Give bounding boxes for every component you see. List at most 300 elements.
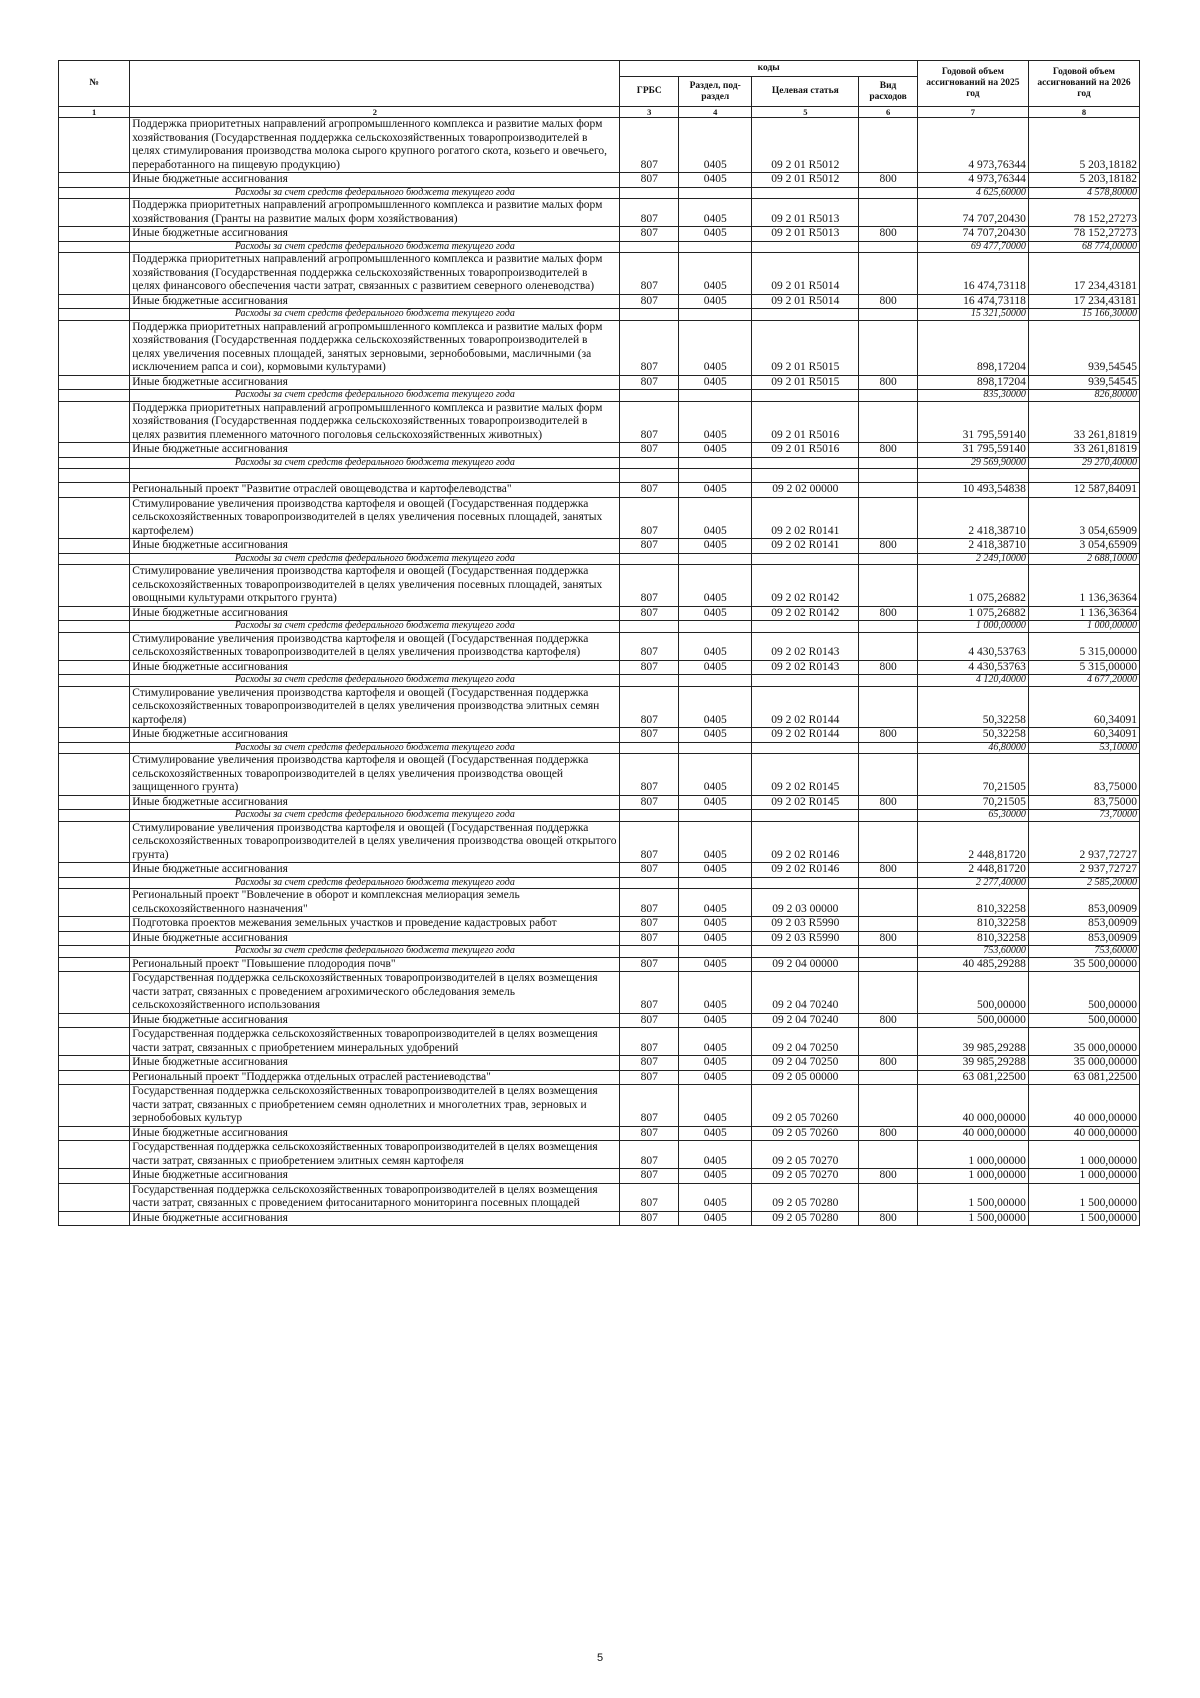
federal-budget-row bbox=[59, 742, 1140, 754]
row-number-cell bbox=[59, 754, 130, 796]
table-row bbox=[59, 889, 1140, 917]
volume-2025-cell: 500,00000 bbox=[917, 972, 1028, 1014]
table-row bbox=[59, 1085, 1140, 1127]
row-number-cell bbox=[59, 972, 130, 1014]
volume-2026-cell: 35 000,00000 bbox=[1028, 1028, 1139, 1056]
header-volume-2026: Годовой объем ассигнований на 2026 год bbox=[1028, 61, 1139, 107]
volume-2026-cell: 853,00909 bbox=[1028, 889, 1139, 917]
row-number-cell bbox=[59, 675, 130, 687]
volume-2026-cell: 1 136,36364 bbox=[1028, 565, 1139, 607]
volume-2025-cell: 15 321,50000 bbox=[917, 309, 1028, 321]
razdel-cell: 0405 bbox=[679, 660, 752, 675]
razdel-cell: 0405 bbox=[679, 1070, 752, 1085]
grbs-cell: 807 bbox=[620, 957, 679, 972]
volume-2025-cell: 1 000,00000 bbox=[917, 621, 1028, 633]
row-name-cell: Поддержка приоритетных направлений агропромышленного комплекса и развитие малых форм хозяйствования (Государственная поддержка сельскохозяйственных товаропроизводителей в целях финансового обеспечения части затрат, связанных с развитием северного оленеводства) bbox=[130, 253, 620, 295]
header-name bbox=[130, 61, 620, 107]
column-number: 4 bbox=[679, 107, 752, 118]
grbs-cell: 807 bbox=[620, 1056, 679, 1071]
vid-cell bbox=[859, 309, 918, 321]
article-cell bbox=[752, 241, 859, 253]
row-name-cell: Расходы за счет средств федерального бюджета текущего года bbox=[130, 457, 620, 469]
row-number-cell bbox=[59, 1211, 130, 1226]
grbs-cell: 807 bbox=[620, 931, 679, 946]
table-row bbox=[59, 917, 1140, 932]
grbs-cell bbox=[620, 877, 679, 889]
grbs-cell: 807 bbox=[620, 821, 679, 863]
article-cell bbox=[752, 946, 859, 958]
row-number-cell bbox=[59, 728, 130, 743]
volume-2026-cell: 500,00000 bbox=[1028, 1013, 1139, 1028]
vid-cell: 800 bbox=[859, 728, 918, 743]
volume-2025-cell: 46,80000 bbox=[917, 742, 1028, 754]
vid-cell bbox=[859, 821, 918, 863]
row-number-cell bbox=[59, 1141, 130, 1169]
table-row bbox=[59, 401, 1140, 443]
article-cell: 09 2 05 70280 bbox=[752, 1183, 859, 1211]
row-number-cell bbox=[59, 241, 130, 253]
volume-2025-cell: 2 418,38710 bbox=[917, 497, 1028, 539]
vid-cell: 800 bbox=[859, 1126, 918, 1141]
volume-2026-cell: 5 203,18182 bbox=[1028, 118, 1139, 173]
table-row bbox=[59, 972, 1140, 1014]
column-number: 1 bbox=[59, 107, 130, 118]
grbs-cell: 807 bbox=[620, 1126, 679, 1141]
table-row bbox=[59, 1169, 1140, 1184]
volume-2026-cell: 83,75000 bbox=[1028, 795, 1139, 810]
row-name-cell: Иные бюджетные ассигнования bbox=[130, 375, 620, 390]
grbs-cell: 807 bbox=[620, 320, 679, 375]
volume-2025-cell: 69 477,70000 bbox=[917, 241, 1028, 253]
volume-2025-cell: 39 985,29288 bbox=[917, 1056, 1028, 1071]
federal-budget-row bbox=[59, 390, 1140, 402]
row-number-cell bbox=[59, 1070, 130, 1085]
federal-budget-row bbox=[59, 241, 1140, 253]
volume-2026-cell: 83,75000 bbox=[1028, 754, 1139, 796]
volume-2026-cell: 500,00000 bbox=[1028, 972, 1139, 1014]
row-name-cell: Региональный проект "Поддержка отдельных отраслей растениеводства" bbox=[130, 1070, 620, 1085]
table-row bbox=[59, 1056, 1140, 1071]
row-name-cell: Поддержка приоритетных направлений агропромышленного комплекса и развитие малых форм хозяйствования (Гранты на развитие малых форм хозяйствования) bbox=[130, 199, 620, 227]
article-cell: 09 2 04 70250 bbox=[752, 1028, 859, 1056]
grbs-cell: 807 bbox=[620, 632, 679, 660]
header-volume-2025: Годовой объем ассигнований на 2025 год bbox=[917, 61, 1028, 107]
article-cell: 09 2 02 00000 bbox=[752, 483, 859, 498]
row-number-cell bbox=[59, 632, 130, 660]
row-number-cell bbox=[59, 877, 130, 889]
volume-2025-cell: 2 448,81720 bbox=[917, 863, 1028, 878]
razdel-cell: 0405 bbox=[679, 401, 752, 443]
volume-2025-cell: 4 430,53763 bbox=[917, 660, 1028, 675]
grbs-cell: 807 bbox=[620, 606, 679, 621]
row-name-cell: Стимулирование увеличения производства картофеля и овощей (Государственная поддержка сельскохозяйственных товаропроизводителей в целях увеличения производства картофеля) bbox=[130, 632, 620, 660]
vid-cell: 800 bbox=[859, 1169, 918, 1184]
volume-2025-cell: 1 000,00000 bbox=[917, 1141, 1028, 1169]
row-name-cell: Подготовка проектов межевания земельных участков и проведение кадастровых работ bbox=[130, 917, 620, 932]
grbs-cell bbox=[620, 241, 679, 253]
razdel-cell: 0405 bbox=[679, 863, 752, 878]
volume-2026-cell: 15 166,30000 bbox=[1028, 309, 1139, 321]
row-name-cell: Иные бюджетные ассигнования bbox=[130, 173, 620, 188]
vid-cell bbox=[859, 469, 918, 483]
razdel-cell bbox=[679, 390, 752, 402]
vid-cell bbox=[859, 946, 918, 958]
article-cell: 09 2 01 R5013 bbox=[752, 227, 859, 242]
grbs-cell: 807 bbox=[620, 754, 679, 796]
row-name-cell bbox=[130, 469, 620, 483]
razdel-cell: 0405 bbox=[679, 1141, 752, 1169]
volume-2025-cell: 63 081,22500 bbox=[917, 1070, 1028, 1085]
article-cell: 09 2 05 70270 bbox=[752, 1169, 859, 1184]
row-name-cell: Иные бюджетные ассигнования bbox=[130, 539, 620, 554]
razdel-cell: 0405 bbox=[679, 443, 752, 458]
column-number: 6 bbox=[859, 107, 918, 118]
row-name-cell: Иные бюджетные ассигнования bbox=[130, 606, 620, 621]
table-row bbox=[59, 1141, 1140, 1169]
volume-2025-cell: 70,21505 bbox=[917, 795, 1028, 810]
volume-2026-cell: 2 937,72727 bbox=[1028, 863, 1139, 878]
article-cell: 09 2 01 R5016 bbox=[752, 443, 859, 458]
razdel-cell: 0405 bbox=[679, 686, 752, 728]
vid-cell: 800 bbox=[859, 863, 918, 878]
row-name-cell: Стимулирование увеличения производства картофеля и овощей (Государственная поддержка сельскохозяйственных товаропроизводителей в целях увеличения посевных площадей, занятых картофелем) bbox=[130, 497, 620, 539]
article-cell bbox=[752, 877, 859, 889]
razdel-cell: 0405 bbox=[679, 632, 752, 660]
volume-2026-cell: 5 203,18182 bbox=[1028, 173, 1139, 188]
grbs-cell: 807 bbox=[620, 443, 679, 458]
vid-cell bbox=[859, 742, 918, 754]
volume-2026-cell: 40 000,00000 bbox=[1028, 1126, 1139, 1141]
row-number-cell bbox=[59, 173, 130, 188]
row-name-cell: Стимулирование увеличения производства картофеля и овощей (Государственная поддержка сельскохозяйственных товаропроизводителей в целях увеличения производства элитных семян картофеля) bbox=[130, 686, 620, 728]
grbs-cell: 807 bbox=[620, 497, 679, 539]
volume-2025-cell: 2 448,81720 bbox=[917, 821, 1028, 863]
grbs-cell: 807 bbox=[620, 972, 679, 1014]
vid-cell bbox=[859, 889, 918, 917]
vid-cell bbox=[859, 118, 918, 173]
article-cell: 09 2 02 R0142 bbox=[752, 565, 859, 607]
row-number-cell bbox=[59, 621, 130, 633]
volume-2026-cell: 1 000,00000 bbox=[1028, 621, 1139, 633]
table-row bbox=[59, 375, 1140, 390]
column-number: 8 bbox=[1028, 107, 1139, 118]
table-row bbox=[59, 565, 1140, 607]
vid-cell: 800 bbox=[859, 1013, 918, 1028]
grbs-cell: 807 bbox=[620, 253, 679, 295]
volume-2025-cell: 4 430,53763 bbox=[917, 632, 1028, 660]
row-number-cell bbox=[59, 497, 130, 539]
row-name-cell: Стимулирование увеличения производства картофеля и овощей (Государственная поддержка сельскохозяйственных товаропроизводителей в целях увеличения производства овощей открытого грунта) bbox=[130, 821, 620, 863]
vid-cell bbox=[859, 565, 918, 607]
table-row bbox=[59, 253, 1140, 295]
vid-cell bbox=[859, 675, 918, 687]
row-number-cell bbox=[59, 294, 130, 309]
row-name-cell: Иные бюджетные ассигнования bbox=[130, 795, 620, 810]
header-num: № bbox=[59, 61, 130, 107]
row-number-cell bbox=[59, 253, 130, 295]
razdel-cell: 0405 bbox=[679, 1126, 752, 1141]
row-name-cell: Расходы за счет средств федерального бюджета текущего года bbox=[130, 309, 620, 321]
grbs-cell: 807 bbox=[620, 917, 679, 932]
article-cell: 09 2 02 R0142 bbox=[752, 606, 859, 621]
razdel-cell: 0405 bbox=[679, 375, 752, 390]
row-number-cell bbox=[59, 443, 130, 458]
volume-2025-cell: 31 795,59140 bbox=[917, 443, 1028, 458]
table-row bbox=[59, 1070, 1140, 1085]
row-name-cell: Поддержка приоритетных направлений агропромышленного комплекса и развитие малых форм хозяйствования (Государственная поддержка сельскохозяйственных товаропроизводителей в целях увеличения посевных площадей, занятых зерновыми, зернобобовыми, масличными (за исключением рапса и сои), кормовыми культурами) bbox=[130, 320, 620, 375]
grbs-cell: 807 bbox=[620, 227, 679, 242]
grbs-cell: 807 bbox=[620, 795, 679, 810]
volume-2026-cell: 939,54545 bbox=[1028, 375, 1139, 390]
row-name-cell: Поддержка приоритетных направлений агропромышленного комплекса и развитие малых форм хозяйствования (Государственная поддержка сельскохозяйственных товаропроизводителей в целях развития племенного маточного поголовья сельскохозяйственных животных) bbox=[130, 401, 620, 443]
grbs-cell: 807 bbox=[620, 173, 679, 188]
table-row bbox=[59, 821, 1140, 863]
row-number-cell bbox=[59, 227, 130, 242]
table-row bbox=[59, 1028, 1140, 1056]
vid-cell: 800 bbox=[859, 375, 918, 390]
article-cell: 09 2 02 R0145 bbox=[752, 754, 859, 796]
article-cell bbox=[752, 309, 859, 321]
grbs-cell: 807 bbox=[620, 728, 679, 743]
row-number-cell bbox=[59, 457, 130, 469]
article-cell bbox=[752, 621, 859, 633]
grbs-cell: 807 bbox=[620, 1211, 679, 1226]
row-name-cell: Иные бюджетные ассигнования bbox=[130, 728, 620, 743]
table-row bbox=[59, 931, 1140, 946]
column-number: 3 bbox=[620, 107, 679, 118]
razdel-cell: 0405 bbox=[679, 227, 752, 242]
vid-cell: 800 bbox=[859, 660, 918, 675]
vid-cell bbox=[859, 972, 918, 1014]
row-number-cell bbox=[59, 742, 130, 754]
article-cell: 09 2 02 R0143 bbox=[752, 632, 859, 660]
table-row bbox=[59, 443, 1140, 458]
row-number-cell bbox=[59, 390, 130, 402]
grbs-cell bbox=[620, 553, 679, 565]
volume-2025-cell: 4 625,60000 bbox=[917, 187, 1028, 199]
article-cell: 09 2 05 00000 bbox=[752, 1070, 859, 1085]
razdel-cell: 0405 bbox=[679, 795, 752, 810]
row-name-cell: Иные бюджетные ассигнования bbox=[130, 1056, 620, 1071]
volume-2025-cell: 40 000,00000 bbox=[917, 1085, 1028, 1127]
table-row bbox=[59, 795, 1140, 810]
vid-cell: 800 bbox=[859, 443, 918, 458]
vid-cell bbox=[859, 553, 918, 565]
row-number-cell bbox=[59, 821, 130, 863]
volume-2026-cell: 12 587,84091 bbox=[1028, 483, 1139, 498]
volume-2025-cell: 835,30000 bbox=[917, 390, 1028, 402]
row-name-cell: Стимулирование увеличения производства картофеля и овощей (Государственная поддержка сельскохозяйственных товаропроизводителей в целях увеличения производства овощей защищенного грунта) bbox=[130, 754, 620, 796]
vid-cell bbox=[859, 810, 918, 822]
grbs-cell bbox=[620, 390, 679, 402]
federal-budget-row bbox=[59, 309, 1140, 321]
grbs-cell: 807 bbox=[620, 1085, 679, 1127]
razdel-cell bbox=[679, 675, 752, 687]
grbs-cell: 807 bbox=[620, 118, 679, 173]
volume-2026-cell: 53,10000 bbox=[1028, 742, 1139, 754]
vid-cell bbox=[859, 483, 918, 498]
row-number-cell bbox=[59, 606, 130, 621]
article-cell: 09 2 01 R5016 bbox=[752, 401, 859, 443]
row-name-cell: Государственная поддержка сельскохозяйственных товаропроизводителей в целях возмещения части затрат, связанных с проведением агрохимического обследования земель сельскохозяйственного использования bbox=[130, 972, 620, 1014]
row-name-cell: Поддержка приоритетных направлений агропромышленного комплекса и развитие малых форм хозяйствования (Государственная поддержка сельскохозяйственных товаропроизводителей в целях стимулирования производства молока сырого крупного рогатого скота, козьего и овечьего, переработанного на пищевую продукцию) bbox=[130, 118, 620, 173]
vid-cell: 800 bbox=[859, 173, 918, 188]
table-row bbox=[59, 1211, 1140, 1226]
volume-2026-cell: 2 937,72727 bbox=[1028, 821, 1139, 863]
volume-2026-cell: 35 000,00000 bbox=[1028, 1056, 1139, 1071]
vid-cell: 800 bbox=[859, 1056, 918, 1071]
article-cell: 09 2 01 R5012 bbox=[752, 173, 859, 188]
grbs-cell: 807 bbox=[620, 483, 679, 498]
table-row bbox=[59, 320, 1140, 375]
volume-2025-cell: 16 474,73118 bbox=[917, 253, 1028, 295]
table-row bbox=[59, 539, 1140, 554]
volume-2025-cell: 500,00000 bbox=[917, 1013, 1028, 1028]
header-grbs: ГРБС bbox=[620, 77, 679, 107]
grbs-cell bbox=[620, 309, 679, 321]
article-cell: 09 2 02 R0141 bbox=[752, 497, 859, 539]
row-name-cell: Региональный проект "Развитие отраслей овощеводства и картофелеводства" bbox=[130, 483, 620, 498]
vid-cell: 800 bbox=[859, 294, 918, 309]
razdel-cell bbox=[679, 241, 752, 253]
vid-cell bbox=[859, 1141, 918, 1169]
volume-2026-cell: 2 585,20000 bbox=[1028, 877, 1139, 889]
article-cell: 09 2 02 R0141 bbox=[752, 539, 859, 554]
table-row bbox=[59, 1126, 1140, 1141]
razdel-cell bbox=[679, 309, 752, 321]
row-name-cell: Расходы за счет средств федерального бюджета текущего года bbox=[130, 390, 620, 402]
article-cell: 09 2 01 R5015 bbox=[752, 320, 859, 375]
volume-2026-cell: 73,70000 bbox=[1028, 810, 1139, 822]
row-number-cell bbox=[59, 686, 130, 728]
razdel-cell: 0405 bbox=[679, 1169, 752, 1184]
budget-table bbox=[58, 60, 1140, 1226]
razdel-cell: 0405 bbox=[679, 294, 752, 309]
row-name-cell: Государственная поддержка сельскохозяйственных товаропроизводителей в целях возмещения части затрат, связанных с приобретением семян однолетних и многолетних трав, зерновых и зернобобовых культур bbox=[130, 1085, 620, 1127]
article-cell: 09 2 03 00000 bbox=[752, 889, 859, 917]
row-name-cell: Расходы за счет средств федерального бюджета текущего года bbox=[130, 621, 620, 633]
razdel-cell: 0405 bbox=[679, 483, 752, 498]
article-cell bbox=[752, 187, 859, 199]
grbs-cell bbox=[620, 810, 679, 822]
article-cell: 09 2 01 R5013 bbox=[752, 199, 859, 227]
row-number-cell bbox=[59, 795, 130, 810]
razdel-cell bbox=[679, 457, 752, 469]
vid-cell: 800 bbox=[859, 795, 918, 810]
row-number-cell bbox=[59, 309, 130, 321]
volume-2025-cell bbox=[917, 469, 1028, 483]
volume-2025-cell: 40 000,00000 bbox=[917, 1126, 1028, 1141]
volume-2025-cell: 10 493,54838 bbox=[917, 483, 1028, 498]
table-row bbox=[59, 1013, 1140, 1028]
volume-2026-cell: 1 136,36364 bbox=[1028, 606, 1139, 621]
razdel-cell: 0405 bbox=[679, 972, 752, 1014]
grbs-cell bbox=[620, 457, 679, 469]
vid-cell bbox=[859, 1070, 918, 1085]
volume-2025-cell: 74 707,20430 bbox=[917, 227, 1028, 242]
row-number-cell bbox=[59, 863, 130, 878]
razdel-cell: 0405 bbox=[679, 320, 752, 375]
volume-2026-cell: 4 578,80000 bbox=[1028, 187, 1139, 199]
grbs-cell: 807 bbox=[620, 401, 679, 443]
vid-cell bbox=[859, 241, 918, 253]
volume-2026-cell: 78 152,27273 bbox=[1028, 227, 1139, 242]
razdel-cell: 0405 bbox=[679, 821, 752, 863]
article-cell: 09 2 02 R0146 bbox=[752, 863, 859, 878]
federal-budget-row bbox=[59, 810, 1140, 822]
razdel-cell: 0405 bbox=[679, 931, 752, 946]
volume-2026-cell: 5 315,00000 bbox=[1028, 632, 1139, 660]
table-body bbox=[59, 118, 1140, 1226]
table-row bbox=[59, 606, 1140, 621]
volume-2026-cell: 78 152,27273 bbox=[1028, 199, 1139, 227]
volume-2026-cell: 17 234,43181 bbox=[1028, 294, 1139, 309]
article-cell bbox=[752, 810, 859, 822]
row-name-cell: Иные бюджетные ассигнования bbox=[130, 443, 620, 458]
row-name-cell: Иные бюджетные ассигнования bbox=[130, 1211, 620, 1226]
row-name-cell: Иные бюджетные ассигнования bbox=[130, 1013, 620, 1028]
table-row bbox=[59, 173, 1140, 188]
grbs-cell: 807 bbox=[620, 1070, 679, 1085]
row-number-cell bbox=[59, 660, 130, 675]
volume-2026-cell bbox=[1028, 469, 1139, 483]
volume-2026-cell: 1 000,00000 bbox=[1028, 1141, 1139, 1169]
volume-2026-cell: 68 774,00000 bbox=[1028, 241, 1139, 253]
article-cell: 09 2 03 R5990 bbox=[752, 931, 859, 946]
federal-budget-row bbox=[59, 621, 1140, 633]
grbs-cell: 807 bbox=[620, 294, 679, 309]
header-codes: коды bbox=[620, 61, 917, 77]
razdel-cell bbox=[679, 187, 752, 199]
volume-2025-cell: 50,32258 bbox=[917, 728, 1028, 743]
article-cell bbox=[752, 469, 859, 483]
volume-2025-cell: 2 418,38710 bbox=[917, 539, 1028, 554]
volume-2026-cell: 63 081,22500 bbox=[1028, 1070, 1139, 1085]
vid-cell bbox=[859, 457, 918, 469]
razdel-cell: 0405 bbox=[679, 173, 752, 188]
razdel-cell bbox=[679, 553, 752, 565]
razdel-cell: 0405 bbox=[679, 1013, 752, 1028]
razdel-cell: 0405 bbox=[679, 889, 752, 917]
grbs-cell bbox=[620, 621, 679, 633]
row-name-cell: Иные бюджетные ассигнования bbox=[130, 294, 620, 309]
vid-cell bbox=[859, 497, 918, 539]
vid-cell bbox=[859, 253, 918, 295]
row-name-cell: Иные бюджетные ассигнования bbox=[130, 1169, 620, 1184]
row-number-cell bbox=[59, 1028, 130, 1056]
razdel-cell: 0405 bbox=[679, 565, 752, 607]
article-cell: 09 2 04 70250 bbox=[752, 1056, 859, 1071]
vid-cell bbox=[859, 877, 918, 889]
vid-cell: 800 bbox=[859, 1211, 918, 1226]
grbs-cell: 807 bbox=[620, 889, 679, 917]
table-row bbox=[59, 754, 1140, 796]
article-cell: 09 2 01 R5015 bbox=[752, 375, 859, 390]
article-cell bbox=[752, 675, 859, 687]
federal-budget-row bbox=[59, 877, 1140, 889]
row-name-cell: Расходы за счет средств федерального бюджета текущего года bbox=[130, 675, 620, 687]
razdel-cell: 0405 bbox=[679, 917, 752, 932]
volume-2025-cell: 1 075,26882 bbox=[917, 565, 1028, 607]
row-number-cell bbox=[59, 889, 130, 917]
table-row bbox=[59, 1183, 1140, 1211]
volume-2026-cell: 3 054,65909 bbox=[1028, 539, 1139, 554]
row-number-cell bbox=[59, 401, 130, 443]
vid-cell bbox=[859, 621, 918, 633]
row-number-cell bbox=[59, 957, 130, 972]
article-cell: 09 2 02 R0144 bbox=[752, 686, 859, 728]
federal-budget-row bbox=[59, 553, 1140, 565]
